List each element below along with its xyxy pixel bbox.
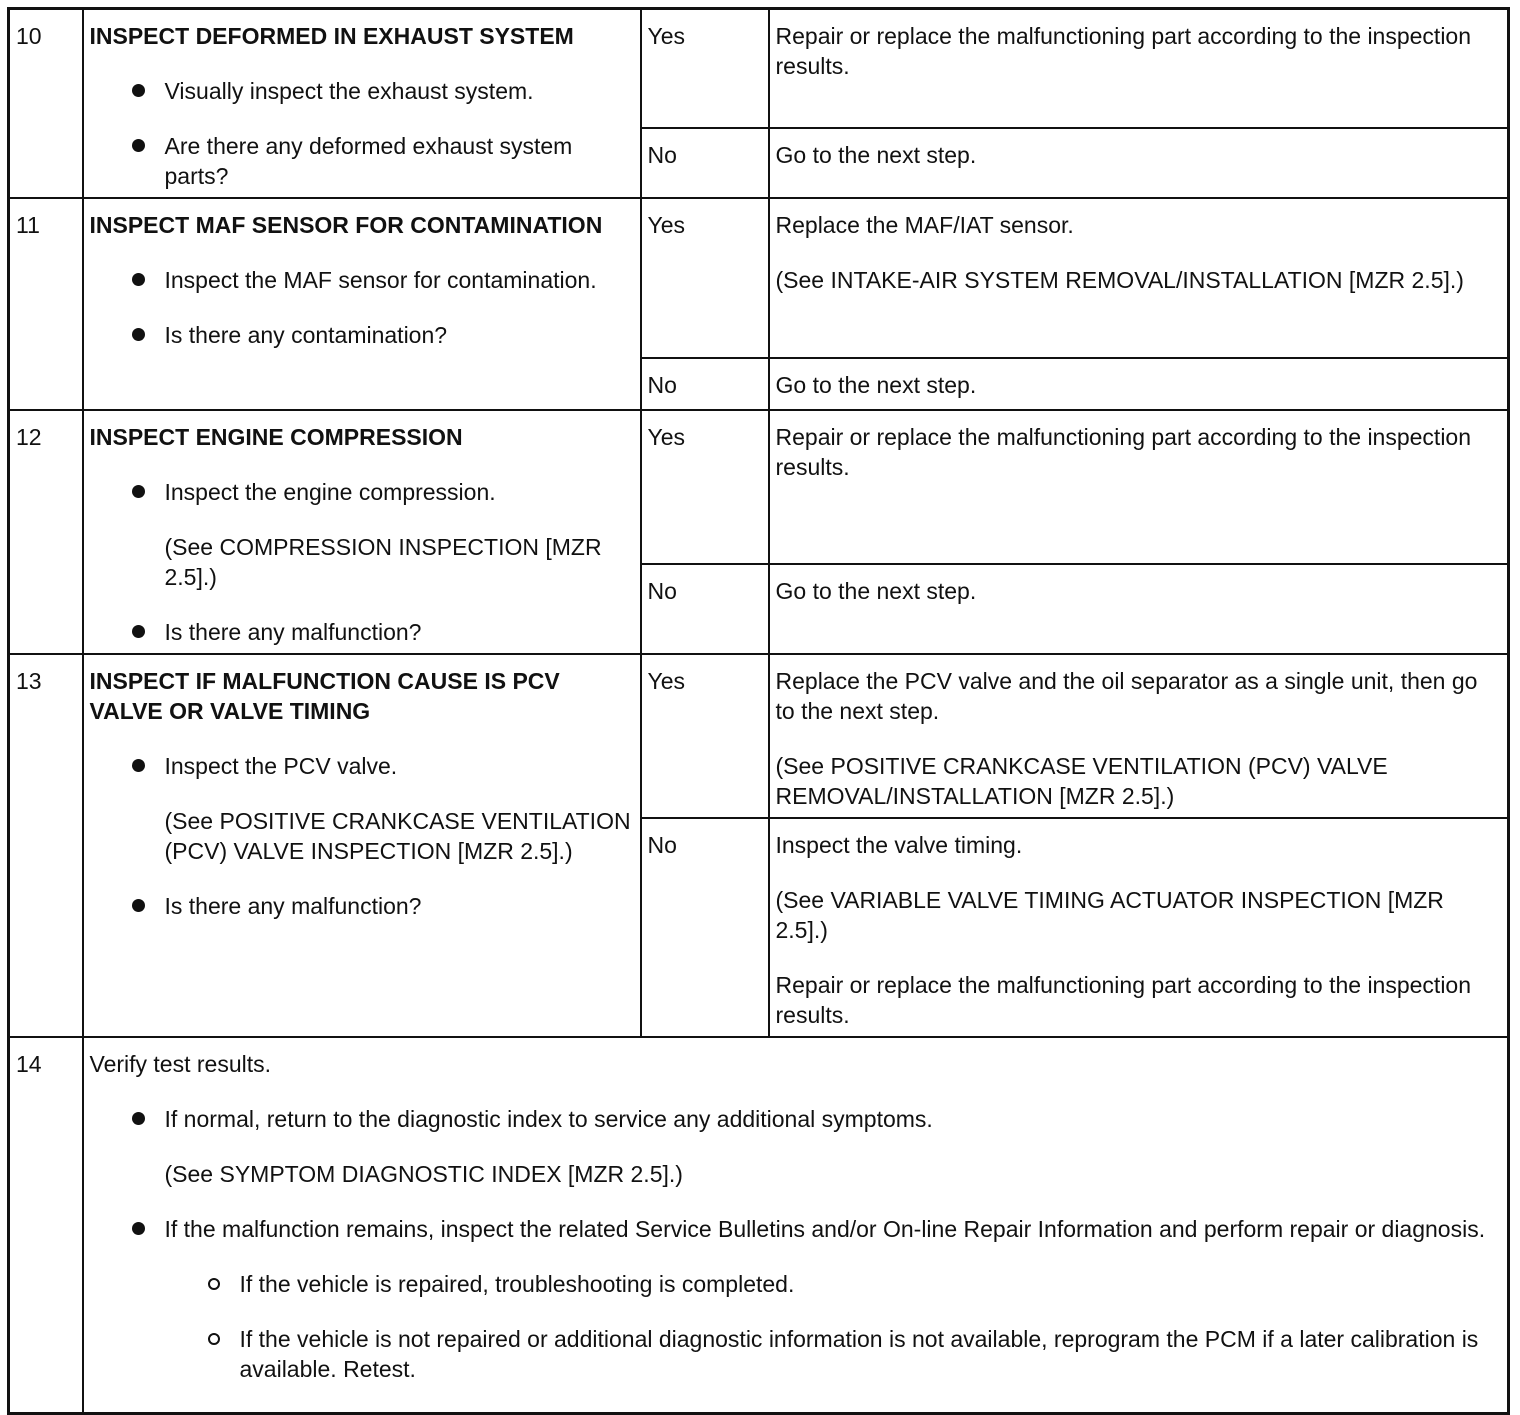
bullet-reference: (See SYMPTOM DIAGNOSTIC INDEX [MZR 2.5].) [164,1161,683,1187]
bullet-item: Is there any malfunction? [90,617,634,647]
step-inspection [83,9,641,199]
bullet-item: Is there any contamination? [90,320,634,350]
bullet-item: Is there any malfunction? [90,891,634,921]
step-number: 13 [9,654,83,1037]
step-number: 14 [9,1037,83,1413]
sub-bullet-text: If the vehicle is not repaired or additional diagnostic information is not available, reprogram the PCM if a later calibration is available. Retest. [239,1326,1479,1382]
answer-yes: Yes [641,410,769,564]
action-text: Go to the next step. [775,372,977,398]
bullet-text: Inspect the PCV valve. [164,753,398,779]
bullet-list [90,76,634,191]
sub-bullet-text: If the vehicle is repaired, troubleshooting is completed. [239,1271,795,1297]
bullet-item: Visually inspect the exhaust system. [90,76,634,106]
step-title: INSPECT ENGINE COMPRESSION [89,424,463,450]
diagnostic-table [7,7,1510,1415]
bullet-reference: (See POSITIVE CRANKCASE VENTILATION (PCV) VALVE INSPECTION [MZR 2.5].) [164,808,631,864]
action-text: Repair or replace the malfunctioning part according to the inspection results. [775,424,1472,480]
answer-no: No [641,564,769,654]
bullet-list [90,751,634,921]
step-inspection [83,410,641,654]
action-reference: (See VARIABLE VALVE TIMING ACTUATOR INSPECTION [MZR 2.5].) [775,887,1444,943]
bullet-text: Inspect the engine compression. [164,479,496,505]
table-row [9,410,1509,564]
bullet-item [90,477,634,592]
action-reference: (See POSITIVE CRANKCASE VENTILATION (PCV) VALVE REMOVAL/INSTALLATION [MZR 2.5].) [775,753,1388,809]
bullet-list [90,265,634,350]
action-no [769,128,1509,198]
action-yes [769,198,1509,358]
step-number: 12 [9,410,83,654]
action-yes [769,654,1509,818]
bullet-item: Are there any deformed exhaust system parts? [90,131,634,191]
sub-bullet-list [90,1269,1502,1384]
answer-no: No [641,358,769,410]
action-yes [769,410,1509,564]
bullet-list [90,1104,1502,1384]
action-yes [769,9,1509,129]
bullet-item: Inspect the MAF sensor for contamination. [90,265,634,295]
action-text: Replace the MAF/IAT sensor. [775,212,1074,238]
action-text: Inspect the valve timing. [775,832,1023,858]
step-title: INSPECT MAF SENSOR FOR CONTAMINATION [89,212,603,238]
action-text: Replace the PCV valve and the oil separator as a single unit, then go to the next step. [775,668,1478,724]
final-intro: Verify test results. [89,1051,272,1077]
step-number: 10 [9,9,83,199]
table-row [9,1037,1509,1413]
bullet-text: If the malfunction remains, inspect the related Service Bulletins and/or On-line Repair Information and perform repair or diagnosis. [164,1216,1486,1242]
action-text: Go to the next step. [775,142,977,169]
action-no [769,818,1509,1037]
bullet-reference: (See COMPRESSION INSPECTION [MZR 2.5].) [164,534,602,590]
sub-bullet-item [90,1269,1502,1299]
answer-no: No [641,128,769,198]
action-text: Repair or replace the malfunctioning part according to the inspection results. [775,972,1472,1028]
step-title: INSPECT DEFORMED IN EXHAUST SYSTEM [89,23,574,49]
answer-yes: Yes [641,198,769,358]
bullet-item [90,1214,1502,1384]
step-number: 11 [9,198,83,410]
table-row [9,654,1509,818]
action-no [769,358,1509,410]
final-instructions [83,1037,1509,1413]
action-no [769,564,1509,654]
sub-bullet-item [90,1324,1502,1384]
step-inspection [83,198,641,410]
action-reference: (See INTAKE-AIR SYSTEM REMOVAL/INSTALLATION [MZR 2.5].) [775,267,1464,293]
bullet-item [90,1104,1502,1189]
action-text: Repair or replace the malfunctioning part according to the inspection results. [775,23,1472,79]
answer-no: No [641,818,769,1037]
bullet-list [90,477,634,647]
step-inspection [83,654,641,1037]
action-text: Go to the next step. [775,578,977,605]
table-row [9,9,1509,129]
answer-yes: Yes [641,9,769,129]
answer-yes: Yes [641,654,769,818]
bullet-item [90,751,634,866]
step-title: INSPECT IF MALFUNCTION CAUSE IS PCV VALVE OR VALVE TIMING [89,668,560,724]
bullet-text: If normal, return to the diagnostic index to service any additional symptoms. [164,1106,933,1132]
table-row [9,198,1509,358]
